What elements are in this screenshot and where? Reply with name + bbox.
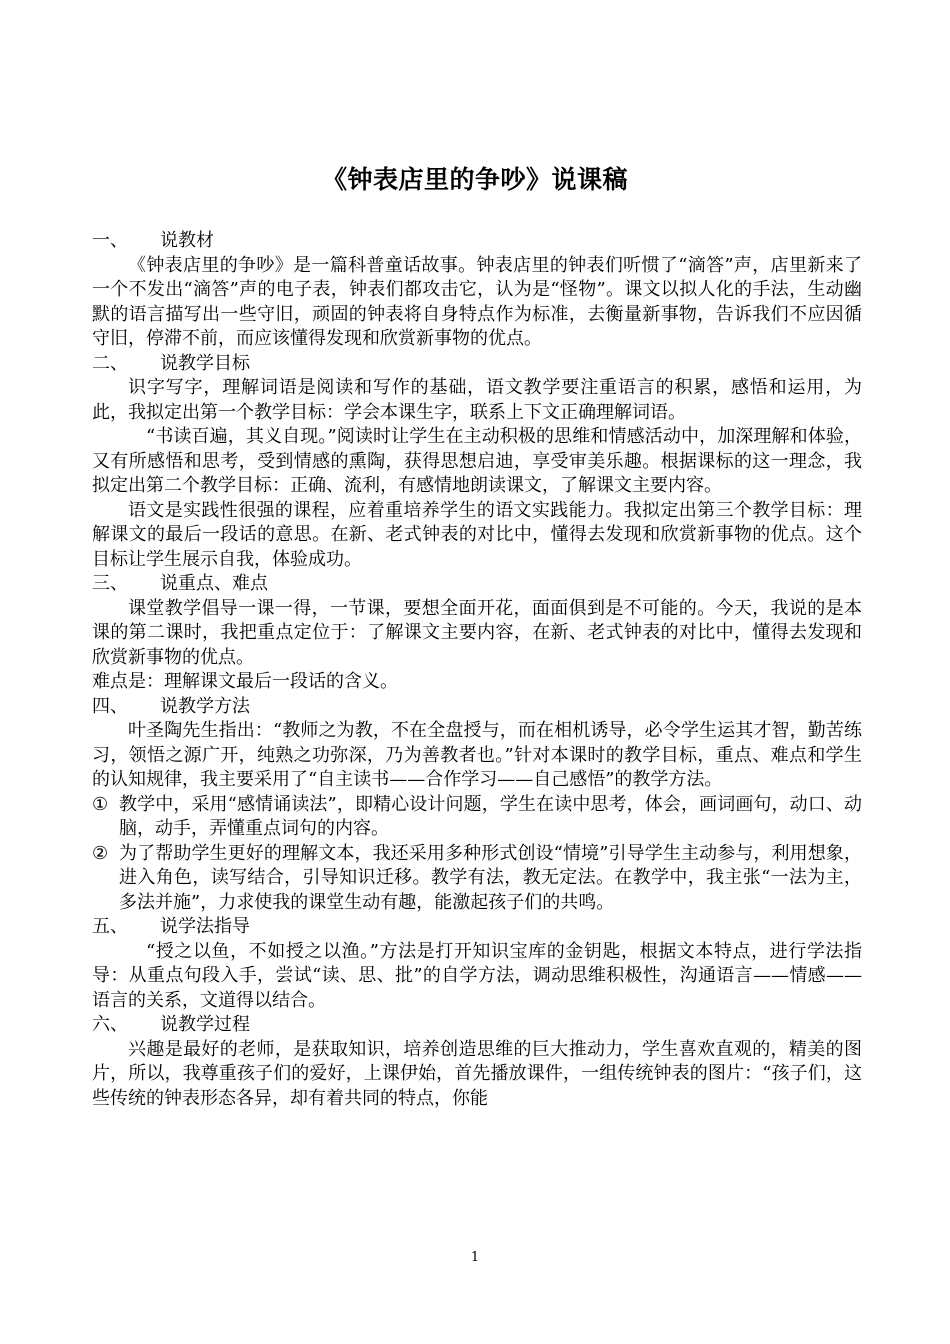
paragraph: 叶圣陶先生指出：“教师之为教，不在全盘授与，而在相机诱导，必令学生运其才智，勤苦练习，领悟之源广开，纯熟之功弥深，乃为善教者也。”针对本课时的教学目标，重点、难点和学生的认知规律，我主要采用了“自主读书——合作学习——自己感悟”的教学方法。 <box>92 720 862 790</box>
paragraph: 语文是实践性很强的课程，应着重培养学生的语文实践能力。我拟定出第三个教学目标：理解课文的最后一段话的意思。在新、老式钟表的对比中，懂得去发现和欣赏新事物的优点。这个目标让学生展示自我，体验成功。 <box>92 499 862 570</box>
page-number: 1 <box>470 1250 480 1265</box>
section-number: 四、 <box>92 695 128 717</box>
section-heading-5 <box>92 915 862 940</box>
list-marker: ① <box>92 793 109 815</box>
section-heading-2 <box>92 352 862 377</box>
paragraph: “书读百遍，其义自现。”阅读时让学生在主动积极的思维和情感活动中，加深理解和体验，又有所感悟和思考，受到情感的熏陶，获得思想启迪，享受审美乐趣。根据课标的这一理念，我拟定出第二个教学目标：正确、流利，有感情地朗读课文，了解课文主要内容。 <box>92 426 862 496</box>
paragraph: “授之以鱼，不如授之以渔。”方法是打开知识宝库的金钥匙，根据文本特点，进行学法指导：从重点句段入手，尝试“读、思、批”的自学方法，调动思维积极性，沟通语言——情感——语言的关系，文道得以结合。 <box>92 940 862 1011</box>
section-title: 说教材 <box>160 230 214 251</box>
list-marker: ② <box>92 842 109 864</box>
paragraph: 难点是：理解课文最后一段话的含义。 <box>92 671 398 692</box>
section-heading-3 <box>92 572 862 597</box>
paragraph: 兴趣是最好的老师，是获取知识，培养创造思维的巨大推动力，学生喜欢直观的，精美的图片，所以，我尊重孩子们的爱好，上课伊始，首先播放课件，一组传统钟表的图片：“孩子们，这些传统的钟表形态各异，却有着共同的特点，你能 <box>92 1038 862 1109</box>
section-number: 六、 <box>92 1014 128 1035</box>
section-title: 说教学过程 <box>160 1014 250 1035</box>
list-item <box>92 842 862 916</box>
section-title: 说重点、难点 <box>160 573 268 594</box>
section-title: 说学法指导 <box>160 916 250 937</box>
section-number: 一、 <box>92 230 128 251</box>
section-number: 三、 <box>92 573 128 594</box>
section-title: 说教学目标 <box>160 352 250 374</box>
section-heading-4 <box>92 695 862 720</box>
section-number: 五、 <box>92 916 128 937</box>
section-heading-6 <box>92 1013 862 1038</box>
paragraph: 识字写字，理解词语是阅读和写作的基础，语文教学要注重语言的积累，感悟和运用，为此，我拟定出第一个教学目标：学会本课生字，联系上下文正确理解词语。 <box>92 377 862 423</box>
document-body <box>92 229 862 1111</box>
document-title: 《钟表店里的争吵》说课稿 <box>321 165 628 194</box>
list-item <box>92 793 862 842</box>
paragraph: 《钟表店里的争吵》是一篇科普童话故事。钟表店里的钟表们听惯了“滴答”声，店里新来了一个不发出“滴答”声的电子表，钟表们都攻击它，认为是“怪物”。课文以拟人化的手法，生动幽默的语言描写出一些守旧，顽固的钟表将自身特点作为标准，去衡量新事物，告诉我们不应因循守旧，停滞不前，而应该懂得发现和欣赏新事物的优点。 <box>92 254 862 349</box>
list-text: 教学中，采用“感情诵读法”，即精心设计问题，学生在读中思考，体会，画词画句，动口、动脑，动手，弄懂重点词句的内容。 <box>119 793 862 839</box>
section-heading-1 <box>92 229 862 254</box>
section-title: 说教学方法 <box>160 695 250 717</box>
list-text: 为了帮助学生更好的理解文本，我还采用多种形式创设“情境”引导学生主动参与，利用想象，进入角色，读写结合，引导知识迁移。教学有法，教无定法。在教学中，我主张“一法为主，多法并施”，力求使我的课堂生动有趣，能激起孩子们的共鸣。 <box>119 842 862 913</box>
paragraph: 课堂教学倡导一课一得，一节课，要想全面开花，面面俱到是不可能的。今天，我说的是本课的第二课时，我把重点定位于：了解课文主要内容，在新、老式钟表的对比中，懂得去发现和欣赏新事物的优点。 <box>92 597 862 668</box>
section-number: 二、 <box>92 352 128 374</box>
